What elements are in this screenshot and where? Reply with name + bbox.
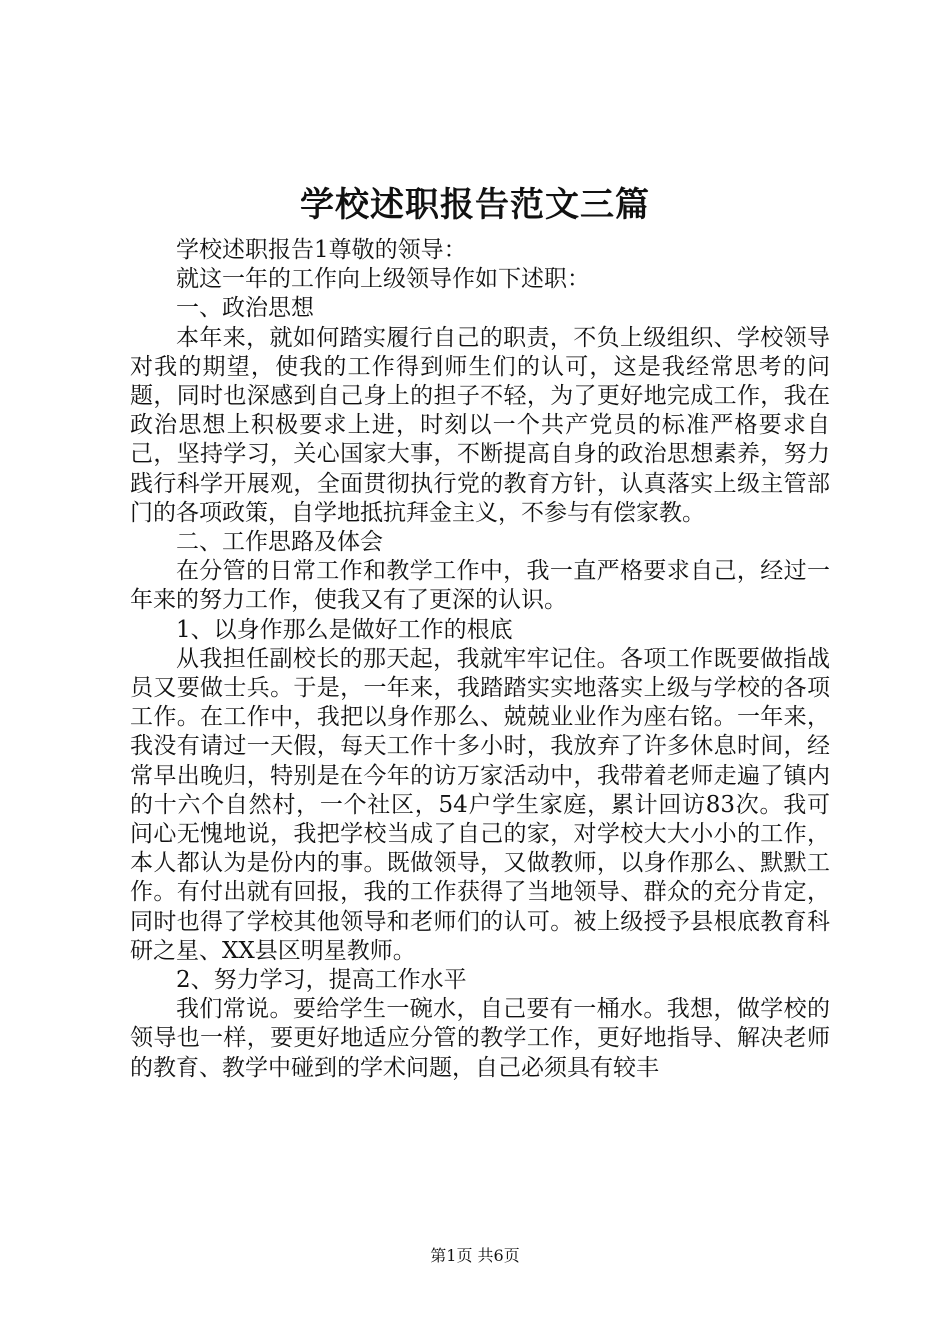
paragraph: 本年来，就如何踏实履行自己的职责，不负上级组织、学校领导对我的期望，使我的工作得到师生们的认可，这是我经常思考的问题，同时也深感到自己身上的担子不轻，为了更好地完成工作，我在政治思想上积极要求上进，时刻以一个共产党员的标准严格要求自己，坚持学习，关心国家大事，不断提高自身的政治思想素养，努力践行科学开展观，全面贯彻执行党的教育方针，认真落实上级主管部门的各项政策，自学地抵抗拜金主义，不参与有偿家教。 bbox=[130, 324, 830, 526]
subsection-heading: 1、以身作那么是做好工作的根底 bbox=[176, 616, 513, 643]
paragraph: 就这一年的工作向上级领导作如下述职： bbox=[176, 266, 590, 293]
paragraph: 我们常说。要给学生一碗水，自己要有一桶水。我想，做学校的领导也一样，要更好地适应分管的教学工作，更好地指导、解决老师的教育、教学中碰到的学术问题，自己必须具有较丰 bbox=[130, 996, 830, 1081]
subsection-heading: 2、努力学习，提高工作水平 bbox=[176, 967, 467, 994]
section-heading: 一、政治思想 bbox=[176, 295, 314, 322]
paragraph: 学校述职报告1尊敬的领导： bbox=[176, 237, 467, 263]
document-body bbox=[130, 236, 830, 1083]
paragraph: 在分管的日常工作和教学工作中，我一直严格要求自己，经过一年来的努力工作，使我又有了更深的认识。 bbox=[130, 558, 830, 614]
paragraph: 从我担任副校长的那天起，我就牢牢记住。各项工作既要做指战员又要做士兵。于是，一年来，我踏踏实实地落实上级与学校的各项工作。在工作中，我把以身作那么、兢兢业业作为座右铭。一年来，我没有请过一天假，每天工作十多小时，我放弃了许多休息时间，经常早出晚归，特别是在今年的访万家活动中，我带着老师走遍了镇内的十六个自然村，一个社区，54户学生家庭，累计回访83次。我可问心无愧地说，我把学校当成了自己的家，对学校大大小小的工作，本人都认为是份内的事。既做领导，又做教师，以身作那么、默默工作。有付出就有回报，我的工作获得了当地领导、群众的充分肯定，同时也得了学校其他领导和老师们的认可。被上级授予县根底教育科研之星、XX县区明星教师。 bbox=[130, 645, 830, 964]
section-heading: 二、工作思路及体会 bbox=[176, 529, 383, 556]
page-footer: 第1页 共6页 bbox=[430, 1246, 520, 1265]
page-title: 学校述职报告范文三篇 bbox=[300, 185, 650, 225]
